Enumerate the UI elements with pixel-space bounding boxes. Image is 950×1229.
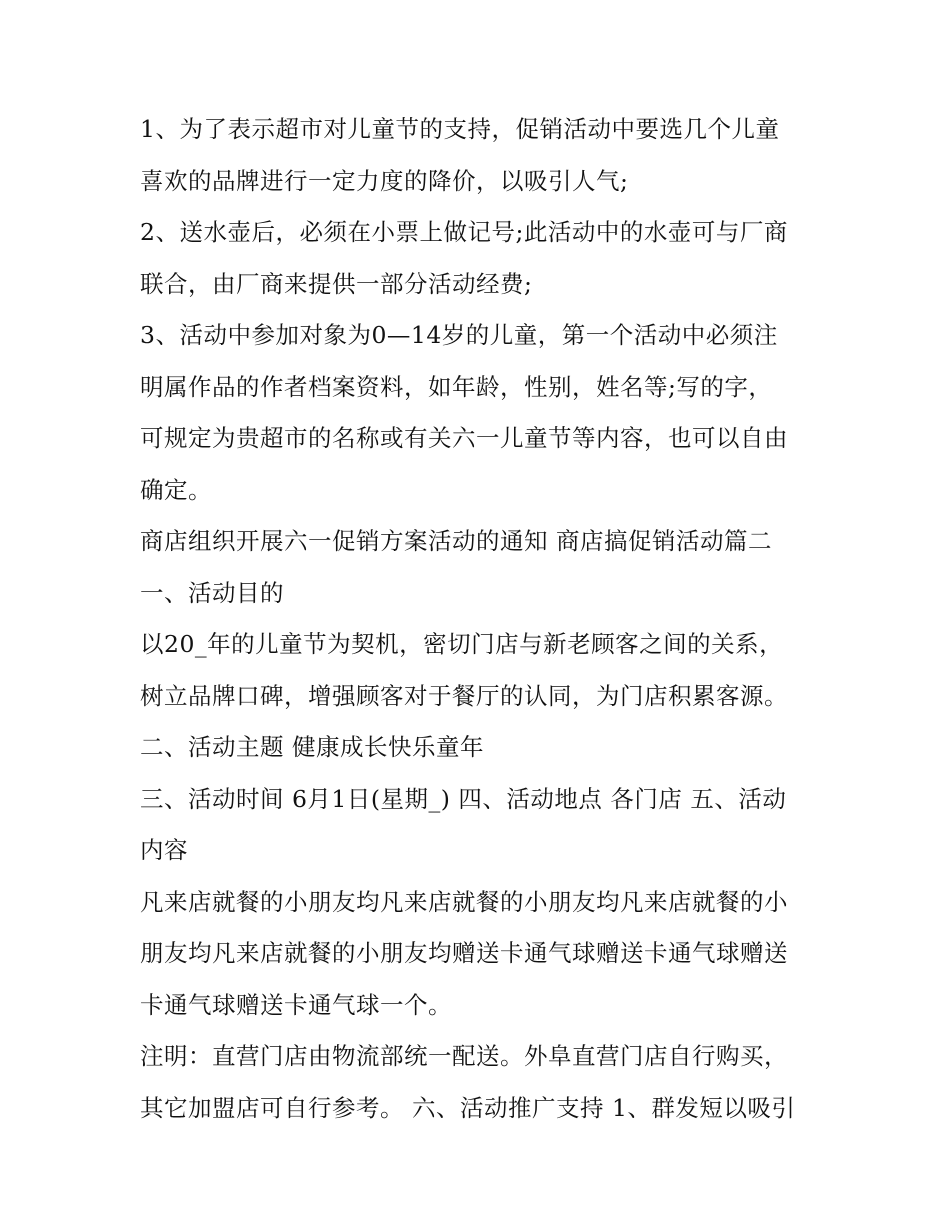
text-line: 确定。 [140,475,212,504]
document-body [140,104,830,1134]
text-line: 以20_年的儿童节为契机，密切门店与新老顾客之间的关系， [140,630,784,658]
text-line: 注明：直营门店由物流部统一配送。外阜直营门店自行购买， [140,1042,788,1070]
text-line: 朋友均凡来店就餐的小朋友均赠送卡通气球赠送卡通气球赠送 [140,939,788,967]
text-line: 明属作品的作者档案资料，如年龄，性别，姓名等;写的字， [140,372,773,401]
text-line: 树立品牌口碑，增强顾客对于餐厅的认同，为门店积累客源。 [140,681,788,710]
text-line: 三、活动时间 6月1日(星期_) 四、活动地点 各门店 五、活动 [140,784,787,813]
text-line: 1、为了表示超市对儿童节的支持，促销活动中要选几个儿童 [140,115,780,143]
text-line: 凡来店就餐的小朋友均凡来店就餐的小朋友均凡来店就餐的小 [140,887,788,916]
text-line: 喜欢的品牌进行一定力度的降价，以吸引人气; [140,166,629,195]
text-line: 2、送水壶后，必须在小票上做记号;此活动中的水壶可与厂商 [140,218,788,246]
text-line: 3、活动中参加对象为0—14岁的儿童，第一个活动中必须注 [140,321,778,349]
text-line: 其它加盟店可自行参考。 六、活动推广支持 1、群发短以吸引 [140,1093,796,1122]
text-line: 可规定为贵超市的名称或有关六一儿童节等内容，也可以自由 [140,424,788,452]
text-line: 联合，由厂商来提供一部分活动经费; [140,269,533,298]
section-heading: 商店组织开展六一促销方案活动的通知 商店搞促销活动篇二 [140,527,772,555]
text-line: 卡通气球赠送卡通气球一个。 [140,990,452,1019]
section-heading: 二、活动主题 健康成长快乐童年 [140,733,484,761]
text-line: 内容 [140,836,188,864]
section-heading: 一、活动目的 [140,578,284,607]
